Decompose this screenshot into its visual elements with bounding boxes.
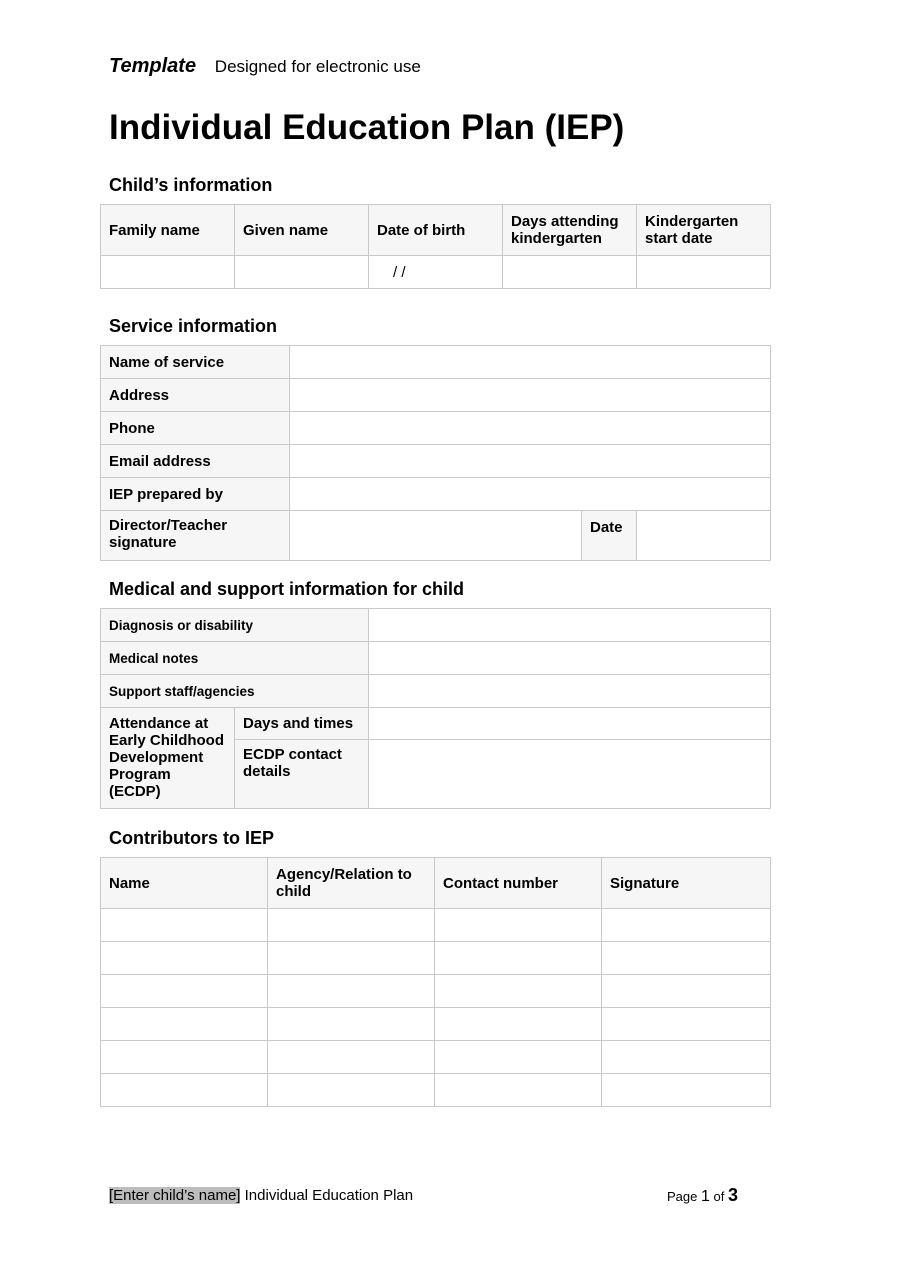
child-info-table [100,204,771,289]
contributor-agency-field[interactable] [268,909,435,942]
ecdp-contact-field[interactable] [369,740,771,809]
days-attending-field[interactable] [503,256,637,289]
table-row [101,1041,771,1074]
page-current: 1 [701,1188,710,1205]
name-of-service-field[interactable] [290,346,771,379]
contributor-agency-field[interactable] [268,975,435,1008]
table-row [101,1008,771,1041]
days-and-times-field[interactable] [369,708,771,740]
medical-notes-field[interactable] [369,642,771,675]
address-field[interactable] [290,379,771,412]
phone-field[interactable] [290,412,771,445]
contributors-table [100,857,771,1107]
medical-info-table [100,608,771,809]
row-label-phone: Phone [101,412,290,445]
column-header-days-attending: Days attending kindergarten [503,205,637,256]
row-label-iep-prepared-by: IEP prepared by [101,478,290,511]
column-header-given-name: Given name [235,205,369,256]
email-address-field[interactable] [290,445,771,478]
row-label-support-staff: Support staff/agencies [101,675,369,708]
column-header-kindergarten-start: Kindergarten start date [637,205,771,256]
support-staff-field[interactable] [369,675,771,708]
column-header-contact-number: Contact number [435,858,602,909]
child-name-placeholder[interactable]: [Enter child’s name] [109,1187,241,1204]
contributor-agency-field[interactable] [268,1008,435,1041]
signature-date-field[interactable] [637,511,771,561]
contributor-contact-field[interactable] [435,1041,602,1074]
row-label-days-and-times: Days and times [235,708,369,740]
kindergarten-start-field[interactable] [637,256,771,289]
section-heading-contributors: Contributors to IEP [109,828,274,848]
date-of-birth-field[interactable]: / / [369,256,503,289]
diagnosis-field[interactable] [369,609,771,642]
footer-document-name [109,1187,413,1204]
table-row [101,1074,771,1107]
contributor-name-field[interactable] [101,1008,268,1041]
template-note: Designed for electronic use [214,57,421,76]
contributor-agency-field[interactable] [268,942,435,975]
table-row [101,975,771,1008]
contributor-contact-field[interactable] [435,1074,602,1107]
column-header-name: Name [101,858,268,909]
contributor-signature-field[interactable] [602,1074,771,1107]
row-label-medical-notes: Medical notes [101,642,369,675]
contributor-signature-field[interactable] [602,1041,771,1074]
contributor-contact-field[interactable] [435,942,602,975]
of-word: of [713,1189,725,1204]
contributor-contact-field[interactable] [435,909,602,942]
contributor-name-field[interactable] [101,975,268,1008]
row-label-address: Address [101,379,290,412]
contributor-name-field[interactable] [101,909,268,942]
given-name-field[interactable] [235,256,369,289]
contributor-agency-field[interactable] [268,1074,435,1107]
page-word: Page [667,1189,698,1204]
director-signature-field[interactable] [290,511,582,561]
contributor-signature-field[interactable] [602,909,771,942]
contributor-agency-field[interactable] [268,1041,435,1074]
service-info-table [100,345,771,561]
page-total: 3 [728,1185,739,1205]
family-name-field[interactable] [101,256,235,289]
row-label-ecdp-contact: ECDP contact details [235,740,369,809]
column-header-family-name: Family name [101,205,235,256]
row-label-director-signature: Director/Teacher signature [101,511,290,561]
table-row [101,909,771,942]
row-label-ecdp-attendance: Attendance at Early Childhood Development Program (ECDP) [101,708,235,809]
contributor-signature-field[interactable] [602,975,771,1008]
date-label: Date [582,511,637,561]
iep-prepared-by-field[interactable] [290,478,771,511]
footer-doc-title: Individual Education Plan [244,1187,414,1204]
contributor-name-field[interactable] [101,1041,268,1074]
page-title: Individual Education Plan (IEP) [109,108,625,147]
contributor-contact-field[interactable] [435,1008,602,1041]
template-header [109,55,421,78]
contributor-contact-field[interactable] [435,975,602,1008]
row-label-name-of-service: Name of service [101,346,290,379]
template-label: Template [109,55,197,77]
contributor-signature-field[interactable] [602,1008,771,1041]
column-header-date-of-birth: Date of birth [369,205,503,256]
row-label-diagnosis: Diagnosis or disability [101,609,369,642]
contributor-name-field[interactable] [101,942,268,975]
row-label-email-address: Email address [101,445,290,478]
section-heading-child-info: Child’s information [109,175,273,195]
contributor-name-field[interactable] [101,1074,268,1107]
page-number [667,1185,738,1206]
contributor-signature-field[interactable] [602,942,771,975]
column-header-agency-relation: Agency/Relation to child [268,858,435,909]
column-header-signature: Signature [602,858,771,909]
section-heading-service-info: Service information [109,316,278,336]
section-heading-medical-info: Medical and support information for child [109,579,465,599]
table-row [101,942,771,975]
